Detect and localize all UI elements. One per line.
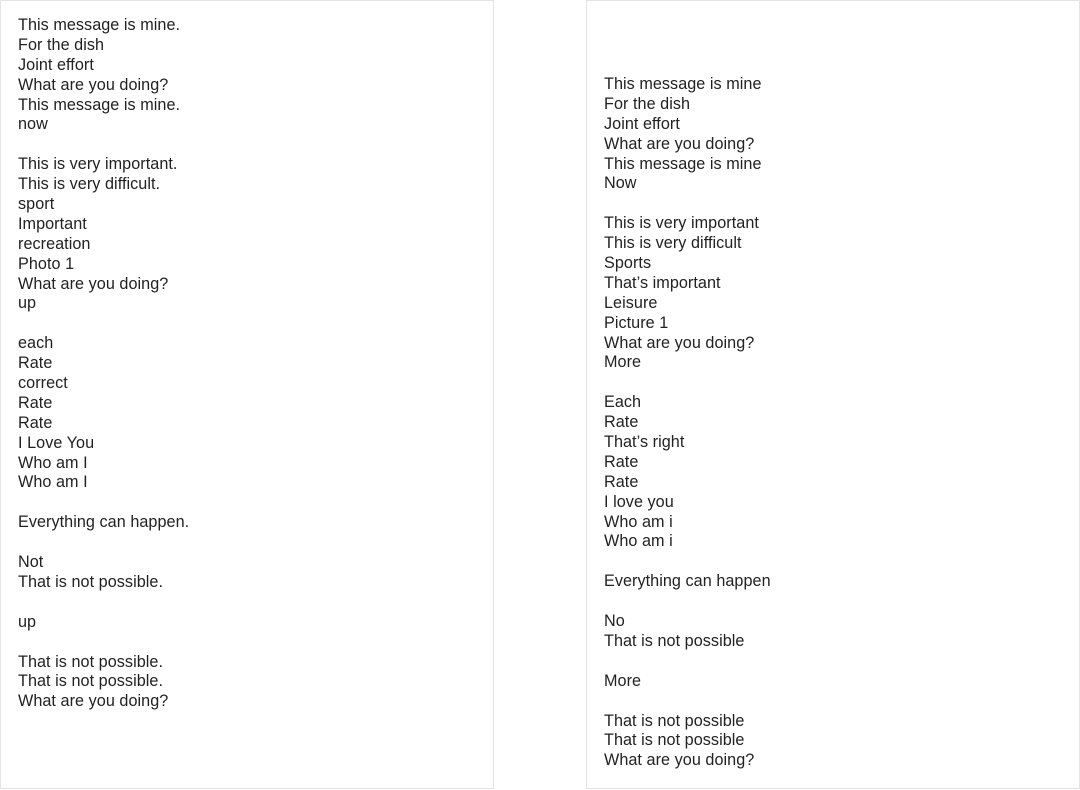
text-line: What are you doing?	[604, 134, 755, 153]
text-line: Now	[604, 174, 637, 193]
text-line: What are you doing?	[604, 751, 755, 770]
text-line: Joint effort	[18, 55, 94, 74]
right-text-panel	[586, 0, 1080, 789]
text-line	[604, 652, 1079, 672]
text-line: That’s important	[604, 273, 721, 292]
text-line: What are you doing?	[18, 75, 169, 94]
text-line: Everything can happen.	[18, 513, 190, 532]
text-line: This message is mine.	[18, 95, 181, 114]
text-line: I love you	[604, 492, 674, 511]
text-line: That is not possible	[604, 631, 745, 650]
text-line: That is not possible	[604, 731, 745, 750]
text-line	[18, 533, 493, 553]
text-line: That’s right	[604, 433, 685, 452]
text-line: That is not possible.	[18, 572, 164, 591]
text-line	[18, 633, 493, 653]
text-line	[18, 493, 493, 513]
text-line	[18, 314, 493, 334]
text-line: Joint effort	[604, 114, 680, 133]
text-line	[18, 593, 493, 613]
text-line: That is not possible.	[18, 652, 164, 671]
text-line: This is very important	[604, 214, 759, 233]
text-line: Picture 1	[604, 313, 669, 332]
text-line: No	[604, 612, 625, 631]
right-line-list	[604, 75, 1079, 771]
text-line: For the dish	[604, 94, 691, 113]
text-line: That is not possible	[604, 711, 745, 730]
text-line: This message is mine.	[18, 16, 181, 34]
text-line	[604, 552, 1079, 572]
text-line: What are you doing?	[18, 274, 169, 293]
text-line: Rate	[604, 413, 639, 432]
text-line: What are you doing?	[18, 692, 169, 711]
text-line: What are you doing?	[604, 333, 755, 352]
text-line	[604, 592, 1079, 612]
text-line	[604, 373, 1079, 393]
text-line: Leisure	[604, 293, 658, 312]
text-line: This is very difficult	[604, 234, 742, 253]
text-line: now	[18, 115, 48, 134]
text-line: Photo 1	[18, 254, 75, 273]
text-line: Rate	[18, 393, 53, 412]
text-line: correct	[18, 374, 68, 393]
text-line: Rate	[18, 413, 53, 432]
text-line: This is very difficult.	[18, 175, 161, 194]
text-line: Who am I	[18, 453, 88, 472]
left-line-list	[18, 16, 493, 712]
text-line: Who am I	[18, 473, 88, 492]
text-line: Sports	[604, 254, 652, 273]
left-text-panel	[0, 0, 494, 789]
text-line: More	[604, 671, 642, 690]
text-line: Who am i	[604, 532, 673, 551]
text-line: Rate	[18, 354, 53, 373]
text-line: sport	[18, 195, 55, 214]
text-line: This message is mine	[604, 154, 762, 173]
text-line: each	[18, 334, 54, 353]
text-line: Who am i	[604, 512, 673, 531]
text-line: More	[604, 353, 642, 372]
text-line: recreation	[18, 234, 91, 253]
text-line: Rate	[604, 472, 639, 491]
text-line: Rate	[604, 452, 639, 471]
text-line: Each	[604, 393, 642, 412]
text-line: up	[18, 612, 37, 631]
text-line: That is not possible.	[18, 672, 164, 691]
text-line: Important	[18, 214, 87, 233]
text-line: For the dish	[18, 35, 105, 54]
text-line: This message is mine	[604, 75, 762, 93]
text-line	[604, 692, 1079, 712]
text-line: Everything can happen	[604, 572, 771, 591]
text-line: Not	[18, 553, 44, 572]
text-line	[604, 194, 1079, 214]
text-line: This is very important.	[18, 155, 178, 174]
text-line: I Love You	[18, 433, 95, 452]
text-line	[18, 135, 493, 155]
text-line: up	[18, 294, 37, 313]
